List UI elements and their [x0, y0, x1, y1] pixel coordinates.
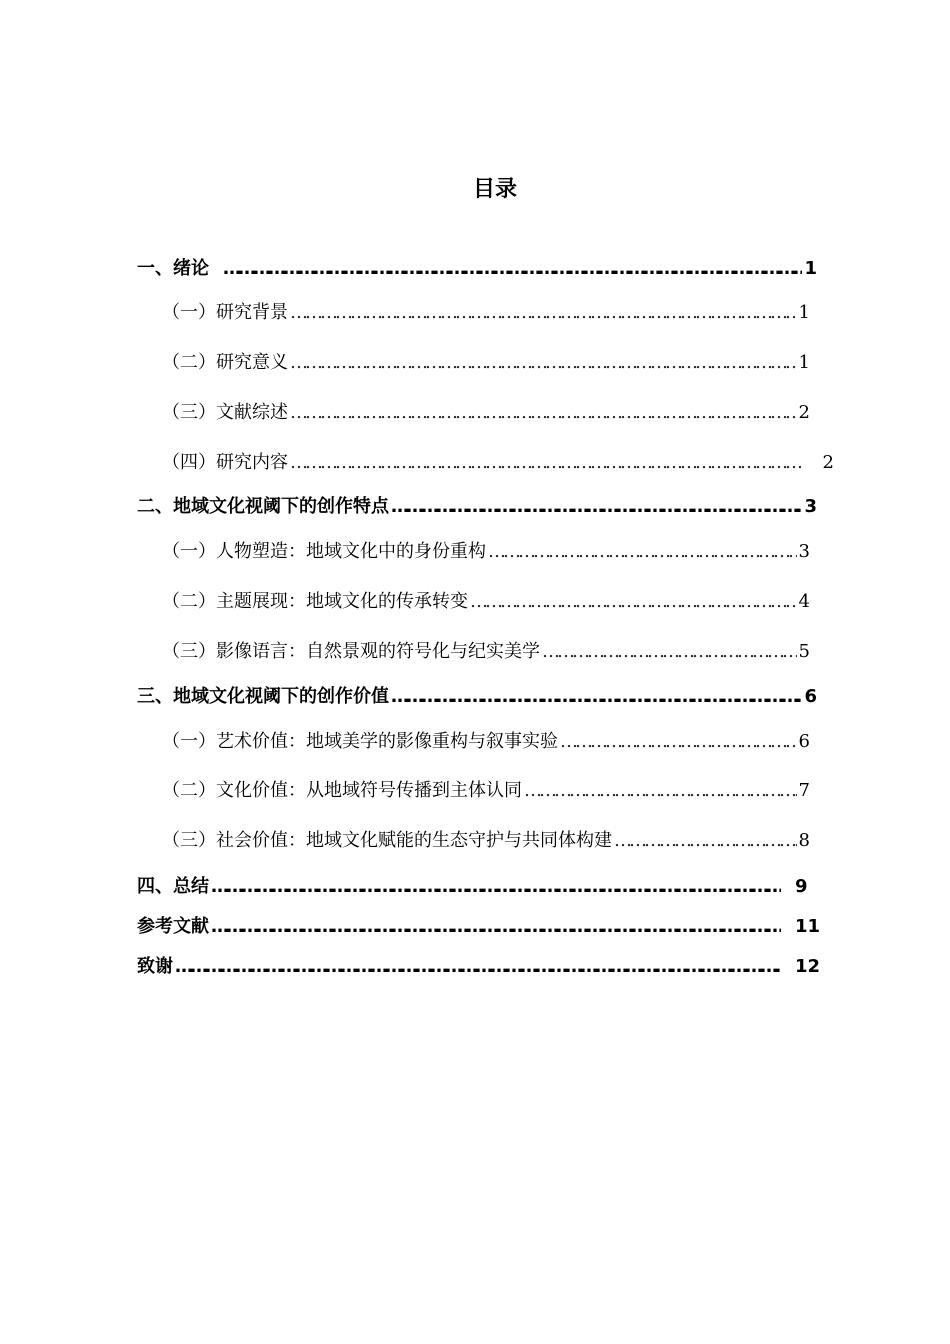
- toc-entry-label: （一）艺术价值：地域美学的影像重构与叙事实验: [162, 731, 558, 752]
- toc-entry-research-content[interactable]: [162, 448, 834, 474]
- toc-entry-research-background[interactable]: [162, 298, 810, 324]
- toc-entry-label: （一）研究背景: [162, 302, 288, 323]
- toc-entry-label: 三、地域文化视阈下的创作价值: [137, 686, 389, 707]
- dot-leader: [290, 352, 797, 373]
- toc-entry-page: 2: [822, 452, 834, 473]
- toc-entry-page: 4: [798, 591, 810, 612]
- toc-entry-theme-presentation[interactable]: [162, 587, 810, 613]
- dot-leader: [211, 916, 781, 937]
- toc-entry-artistic-value[interactable]: [162, 727, 810, 753]
- dot-leader: [290, 402, 797, 423]
- toc-entry-literature-review[interactable]: [162, 398, 810, 424]
- dot-leader: [391, 496, 802, 517]
- dot-leader: [211, 876, 781, 897]
- dot-leader: [290, 302, 797, 323]
- page-title: 目录: [472, 177, 517, 202]
- toc-entry-character-shaping[interactable]: [162, 537, 810, 563]
- toc-entry-label: （三）文献综述: [162, 402, 288, 423]
- toc-entry-research-significance[interactable]: [162, 348, 810, 374]
- toc-entry-page: 6: [804, 686, 817, 707]
- toc-entry-label: 参考文献: [137, 916, 209, 937]
- toc-entry-page: 2: [798, 402, 810, 423]
- toc-entry-page: 8: [798, 830, 810, 851]
- toc-entry-creative-features[interactable]: [137, 492, 817, 518]
- toc-entry-page: 11: [795, 916, 821, 937]
- toc-entry-page: 3: [798, 541, 810, 562]
- toc-entry-label: （一）人物塑造：地域文化中的身份重构: [162, 541, 486, 562]
- dot-leader: [614, 830, 797, 851]
- toc-entry-creative-value[interactable]: [137, 682, 817, 708]
- dot-leader: [560, 731, 797, 752]
- toc-entry-acknowledgements[interactable]: [137, 952, 821, 978]
- dot-leader: [488, 541, 797, 562]
- toc-entry-page: 1: [804, 258, 817, 279]
- toc-entry-label: （二）主题展现：地域文化的传承转变: [162, 591, 468, 612]
- toc-entry-page: 12: [795, 956, 821, 977]
- toc-entry-page: 7: [798, 780, 810, 801]
- dot-leader: [175, 956, 781, 977]
- toc-entry-introduction[interactable]: [137, 254, 817, 280]
- toc-entry-page: 1: [798, 352, 810, 373]
- toc-entry-label: （二）研究意义: [162, 352, 288, 373]
- toc-entry-summary[interactable]: [137, 872, 817, 898]
- toc-entry-page: 6: [798, 731, 810, 752]
- dot-leader: [290, 452, 801, 473]
- toc-entry-page: 9: [795, 876, 808, 897]
- toc-entry-label: 四、总结: [137, 876, 209, 897]
- toc-entry-social-value[interactable]: [162, 826, 810, 852]
- toc-entry-label: 致谢: [137, 956, 173, 977]
- toc-entry-label: 一、绪论: [137, 258, 209, 279]
- dot-leader: [524, 780, 797, 801]
- dot-leader: [391, 686, 802, 707]
- toc-entry-references[interactable]: [137, 912, 821, 938]
- toc-entry-label: （三）影像语言：自然景观的符号化与纪实美学: [162, 641, 540, 662]
- toc-entry-page: 3: [804, 496, 817, 517]
- toc-entry-visual-language[interactable]: [162, 637, 810, 663]
- dot-leader: [470, 591, 797, 612]
- toc-entry-label: （四）研究内容: [162, 452, 288, 473]
- dot-leader: [542, 641, 797, 662]
- toc-entry-page: 1: [798, 302, 810, 323]
- toc-entry-cultural-value[interactable]: [162, 776, 810, 802]
- toc-entry-label: （三）社会价值：地域文化赋能的生态守护与共同体构建: [162, 830, 612, 851]
- toc-entry-page: 5: [798, 641, 810, 662]
- toc-entry-label: （二）文化价值：从地域符号传播到主体认同: [162, 780, 522, 801]
- dot-leader: [223, 258, 802, 279]
- toc-entry-label: 二、地域文化视阈下的创作特点: [137, 496, 389, 517]
